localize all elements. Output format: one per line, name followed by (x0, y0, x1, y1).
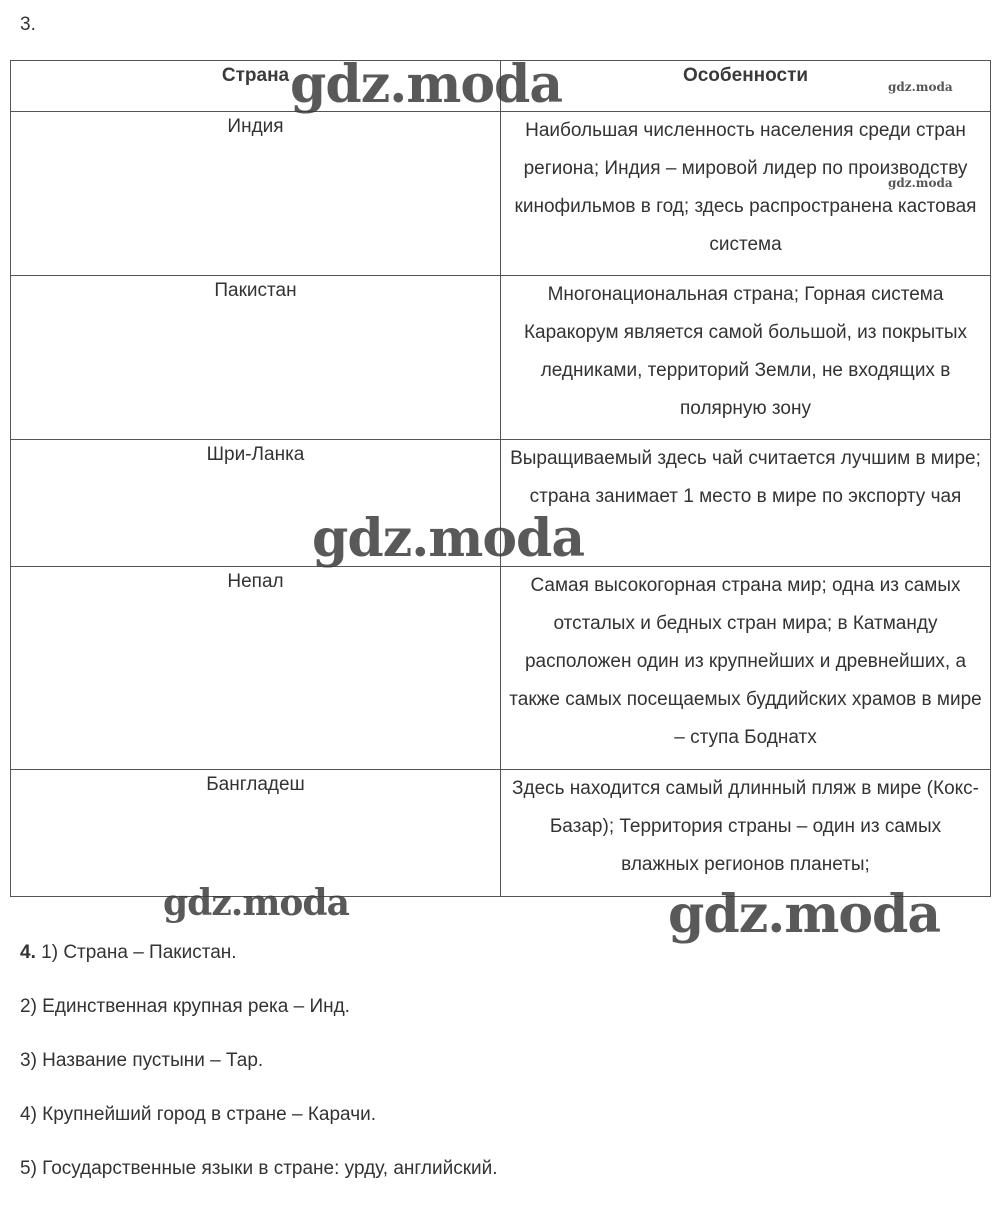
section-3-number: 3. (20, 14, 36, 35)
country-cell: Шри-Ланка (11, 440, 501, 567)
countries-features-table (10, 60, 991, 897)
answer-item: 5) Государственные языки в стране: урду, английский. (20, 1158, 498, 1179)
header-country: Страна (11, 61, 501, 112)
country-cell: Пакистан (11, 276, 501, 440)
answer-text: 1) Страна – Пакистан. (41, 942, 237, 963)
watermark: gdz.moda (668, 884, 941, 945)
answer-item: 3) Название пустыни – Тар. (20, 1050, 264, 1071)
watermark: gdz.moda (888, 80, 953, 94)
country-cell: Индия (11, 112, 501, 276)
table-header-row (11, 61, 991, 112)
table-row (11, 440, 991, 567)
section-4-answers (20, 938, 498, 1208)
answer-item: 2) Единственная крупная река – Инд. (20, 996, 350, 1017)
table-row (11, 112, 991, 276)
table-row (11, 276, 991, 440)
watermark: gdz.moda (290, 54, 563, 115)
header-features: Особенности (501, 61, 991, 112)
features-cell: Здесь находится самый длинный пляж в мире (Кокс-Базар); Территория страны – один из самых влажных регионов планеты; (501, 770, 991, 897)
features-cell: Наибольшая численность населения среди стран региона; Индия – мировой лидер по производству кинофильмов в год; здесь распространена кастовая система (501, 112, 991, 276)
section-4-number: 4. (20, 942, 36, 963)
answer-item: 4) Крупнейший город в стране – Карачи. (20, 1104, 376, 1125)
answer-item (20, 938, 498, 992)
watermark: gdz.moda (163, 882, 349, 924)
features-cell: Многонациональная страна; Горная система Каракорум является самой большой, из покрытых ледниками, территорий Земли, не входящих в полярную зону (501, 276, 991, 440)
country-cell: Непал (11, 567, 501, 770)
watermark: gdz.moda (888, 176, 953, 190)
features-cell: Самая высокогорная страна мир; одна из самых отсталых и бедных стран мира; в Катманду расположен один из крупнейших и древнейших, а также самых посещаемых буддийских храмов в мире – ступа Боднатх (501, 567, 991, 770)
features-cell: Выращиваемый здесь чай считается лучшим в мире; страна занимает 1 место в мире по экспорту чая (501, 440, 991, 567)
table-row (11, 567, 991, 770)
watermark: gdz.moda (312, 508, 585, 569)
table-row (11, 770, 991, 897)
country-cell: Бангладеш (11, 770, 501, 897)
